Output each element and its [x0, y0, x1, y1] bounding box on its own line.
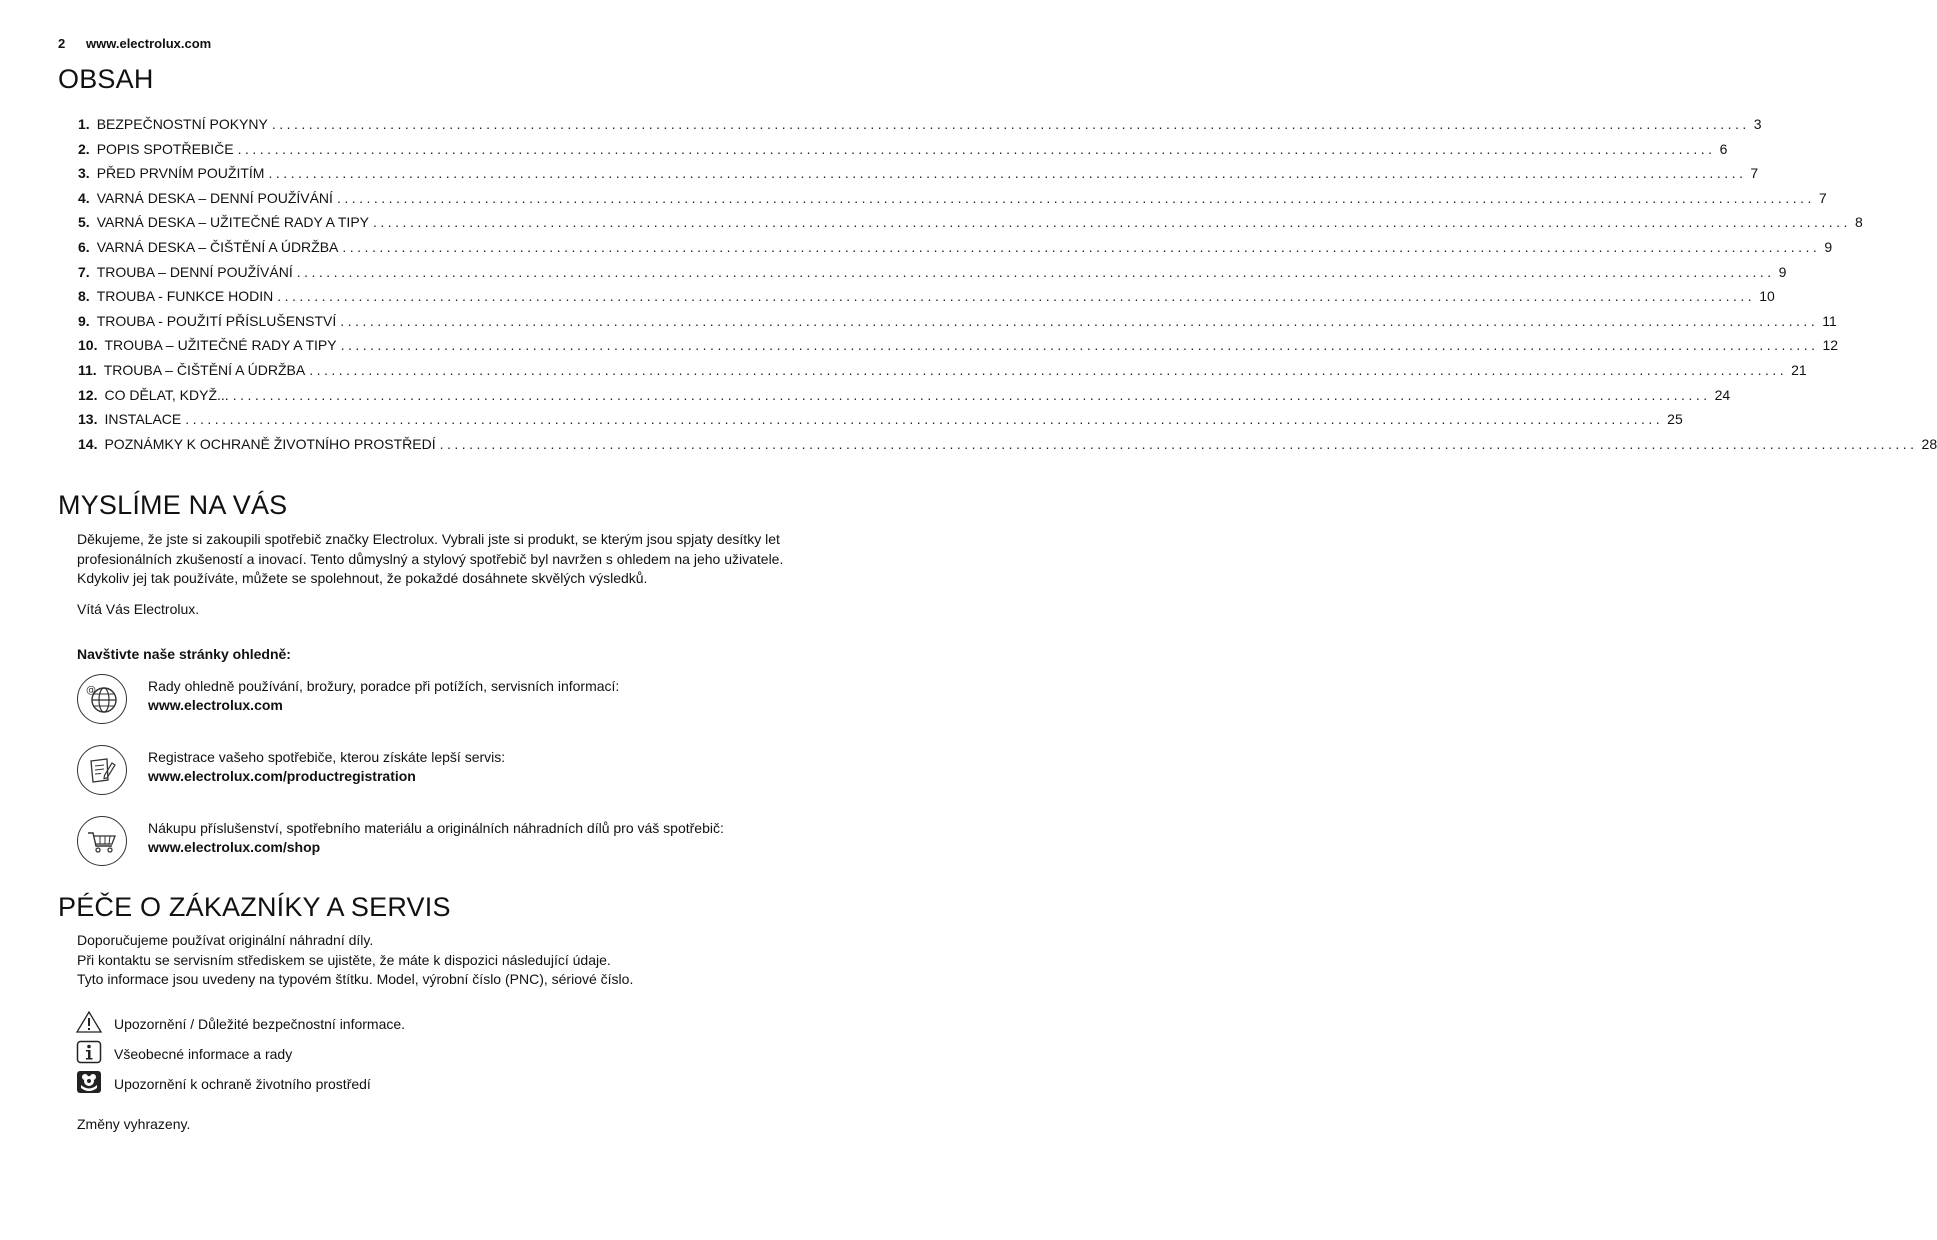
toc-item-page: 8: [1854, 214, 1863, 231]
toc-item[interactable]: [78, 189, 1827, 215]
toc-item-number: 2.: [78, 140, 90, 157]
legend-label: Upozornění / Důležité bezpečnostní informace.: [114, 1016, 406, 1032]
shopping-cart-icon: [77, 816, 127, 866]
toc-item-number: 5.: [78, 214, 90, 231]
toc-item-label: TROUBA - POUŽITÍ PŘÍSLUŠENSTVÍ: [96, 312, 337, 329]
toc-item-page: 21: [1791, 361, 1807, 378]
toc-item-label: VARNÁ DESKA – DENNÍ POUŽÍVÁNÍ: [96, 189, 333, 206]
toc-item-page: 24: [1714, 386, 1731, 403]
toc-item-label: TROUBA – DENNÍ POUŽÍVÁNÍ: [96, 263, 293, 280]
toc-leader-dots: ........................................................................................................................................................................................................: [309, 361, 1788, 378]
visit-item: [77, 745, 837, 801]
visit-description: Nákupu příslušenství, spotřebního materiálu a originálních náhradních dílů pro váš spotřebič:: [148, 820, 724, 836]
visit-link[interactable]: www.electrolux.com/shop: [148, 839, 321, 855]
toc-item-label: TROUBA - FUNKCE HODIN: [96, 288, 274, 305]
site-url[interactable]: www.electrolux.com: [86, 36, 212, 51]
toc-item[interactable]: [78, 435, 1937, 461]
environment-icon: [76, 1070, 102, 1094]
toc-item-page: 9: [1778, 263, 1787, 280]
toc-item[interactable]: [78, 140, 1728, 166]
toc-item-number: 4.: [78, 189, 90, 206]
section-title-about: MYSLÍME NA VÁS: [58, 490, 288, 520]
changes-reserved-note: Změny vyhrazeny.: [77, 1116, 191, 1132]
visit-item: [77, 816, 837, 872]
toc-item-label: POZNÁMKY K OCHRANĚ ŽIVOTNÍHO PROSTŘEDÍ: [104, 435, 436, 452]
toc-item-page: 7: [1750, 165, 1759, 182]
toc-item-number: 10.: [78, 337, 98, 354]
info-icon: [76, 1040, 102, 1064]
visit-link[interactable]: www.electrolux.com: [148, 697, 283, 713]
toc-item-page: 25: [1667, 411, 1683, 428]
toc-item-number: 3.: [78, 165, 90, 182]
visit-item: [77, 674, 837, 730]
toc-item-page: 10: [1759, 288, 1775, 305]
toc-leader-dots: ........................................................................................................................................................................................................: [185, 411, 1664, 428]
toc-item[interactable]: [78, 288, 1775, 313]
toc-leader-dots: ........................................................................................................................................................................................................: [237, 140, 1716, 157]
care-line: Doporučujeme používat originální náhradní díly.: [77, 932, 374, 948]
globe-icon: [77, 674, 127, 724]
visit-description: Rady ohledně používání, brožury, poradce při potížích, servisních informací:: [148, 678, 620, 694]
signature: Vítá Vás Electrolux.: [77, 601, 200, 617]
toc-item-label: TROUBA – UŽITEČNÉ RADY A TIPY: [104, 337, 337, 354]
toc-leader-dots: ........................................................................................................................................................................................................: [439, 435, 1918, 452]
care-paragraph: [77, 931, 827, 990]
toc-item-number: 13.: [78, 411, 98, 428]
toc-leader-dots: ........................................................................................................................................................................................................: [232, 386, 1711, 403]
toc-leader-dots: ........................................................................................................................................................................................................: [271, 116, 1750, 132]
toc-leader-dots: ........................................................................................................................................................................................................: [340, 312, 1819, 329]
page-number: 2: [58, 36, 66, 51]
toc-item-page: 9: [1824, 238, 1833, 255]
toc-item[interactable]: [78, 238, 1833, 264]
toc-item-page: 6: [1719, 140, 1728, 157]
toc-item[interactable]: [78, 411, 1683, 436]
toc-item-page: 3: [1753, 116, 1762, 132]
toc-item-number: 14.: [78, 435, 98, 452]
toc-item-page: 7: [1818, 189, 1827, 206]
toc-item[interactable]: [78, 361, 1807, 387]
toc-item[interactable]: [78, 214, 1863, 239]
toc-item-page: 11: [1822, 312, 1837, 329]
toc-leader-dots: ........................................................................................................................................................................................................: [296, 263, 1775, 280]
visit-description: Registrace vašeho spotřebiče, kterou získáte lepší servis:: [148, 749, 506, 765]
toc-item-number: 8.: [78, 288, 90, 305]
toc-item-number: 9.: [78, 312, 90, 329]
toc-title: OBSAH: [58, 64, 154, 94]
toc-item-label: POPIS SPOTŘEBIČE: [96, 140, 234, 157]
legend-label: Upozornění k ochraně životního prostředí: [114, 1076, 371, 1092]
toc-item-number: 1.: [78, 116, 90, 132]
toc-item[interactable]: [78, 263, 1787, 289]
intro-paragraph: Děkujeme, že jste si zakoupili spotřebič značky Electrolux. Vybrali jste si produkt, se kterým jsou spjaty desítky let profesionálních zkušeností a inovací. Tento důmyslný a stylový spotřebič byl navržen s ohledem na jeho uživatele. Kdykoliv jej tak používáte, můžete se spolehnout, že pokaždé dosáhnete skvělých výsledků.: [77, 531, 784, 586]
toc-leader-dots: ........................................................................................................................................................................................................: [340, 337, 1819, 354]
care-line: Při kontaktu se servisním střediskem se ujistěte, že máte k dispozici následující údaje.: [77, 951, 611, 968]
toc-item-label: VARNÁ DESKA – UŽITEČNÉ RADY A TIPY: [96, 214, 369, 231]
toc-item-number: 6.: [78, 238, 90, 255]
visit-link[interactable]: www.electrolux.com/productregistration: [148, 768, 416, 784]
toc-leader-dots: ........................................................................................................................................................................................................: [277, 288, 1756, 305]
registration-icon: [77, 745, 127, 795]
warning-icon: [76, 1010, 102, 1034]
legend-label: Všeobecné informace a rady: [114, 1046, 293, 1062]
table-of-contents: [78, 116, 1937, 460]
toc-item[interactable]: [78, 386, 1731, 412]
toc-item-label: BEZPEČNOSTNÍ POKYNY: [96, 116, 268, 132]
toc-item-label: PŘED PRVNÍM POUŽITÍM: [96, 165, 265, 182]
toc-item-page: 12: [1822, 337, 1839, 354]
toc-item[interactable]: [78, 116, 1762, 141]
toc-item-page: 28: [1921, 435, 1937, 452]
toc-leader-dots: ........................................................................................................................................................................................................: [373, 214, 1851, 231]
toc-item-number: 11.: [78, 361, 97, 378]
toc-item-label: TROUBA – ČIŠTĚNÍ A ÚDRŽBA: [103, 361, 306, 378]
toc-leader-dots: ........................................................................................................................................................................................................: [342, 238, 1821, 255]
care-line: Tyto informace jsou uvedeny na typovém štítku. Model, výrobní číslo (PNC), sériové číslo.: [77, 971, 634, 987]
page-header: [58, 36, 211, 51]
visit-heading: Navštivte naše stránky ohledně:: [77, 646, 291, 662]
toc-item-label: INSTALACE: [104, 411, 182, 428]
toc-item-label: VARNÁ DESKA – ČIŠTĚNÍ A ÚDRŽBA: [96, 238, 339, 255]
toc-item-number: 12.: [78, 386, 98, 403]
toc-item-label: CO DĚLAT, KDYŽ...: [104, 386, 229, 403]
toc-item[interactable]: [78, 337, 1839, 362]
toc-leader-dots: ........................................................................................................................................................................................................: [336, 189, 1815, 206]
toc-item[interactable]: [78, 312, 1837, 338]
toc-item-number: 7.: [78, 263, 90, 280]
svg-text:@: @: [86, 685, 96, 696]
toc-item[interactable]: [78, 165, 1759, 190]
toc-leader-dots: ........................................................................................................................................................................................................: [268, 165, 1747, 182]
section-title-care: PÉČE O ZÁKAZNÍKY A SERVIS: [58, 892, 451, 922]
